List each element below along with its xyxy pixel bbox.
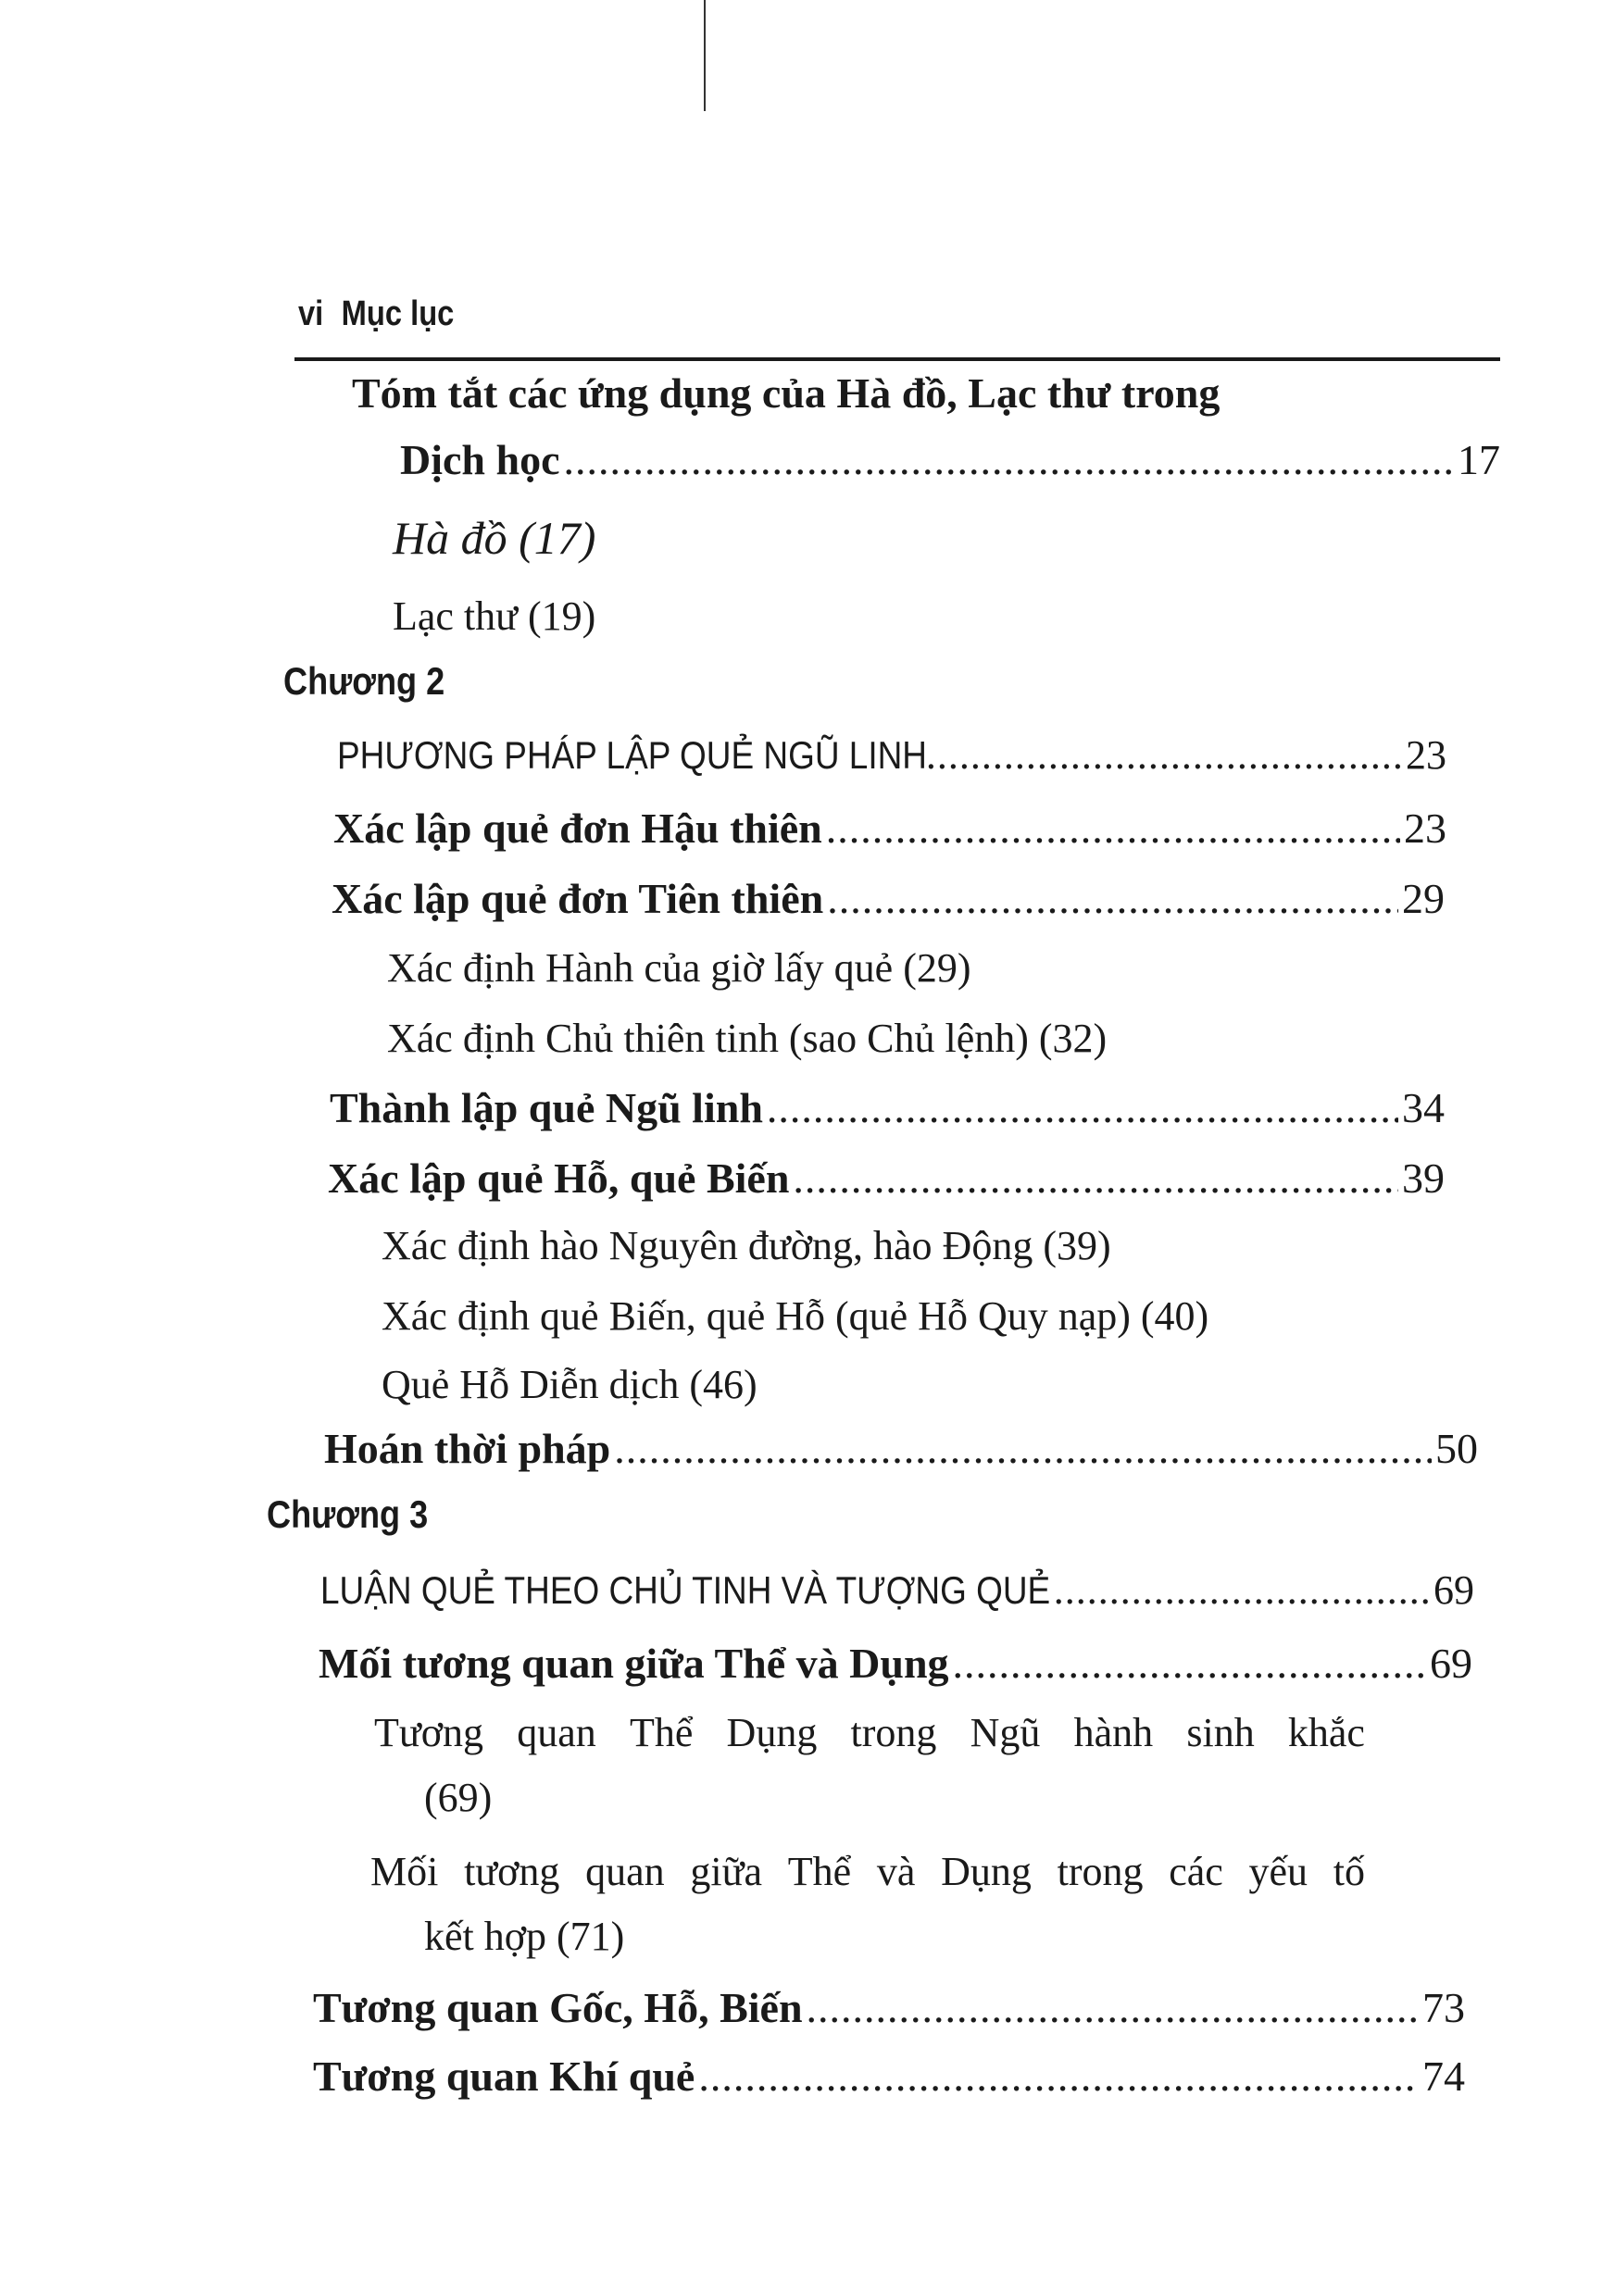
toc-entry-6 [324, 1424, 1478, 1473]
dot-leader [1054, 1566, 1430, 1614]
word: Thể [629, 1710, 694, 1755]
toc-entry-1-page: 17 [1458, 436, 1500, 483]
dot-leader [807, 1983, 1419, 2032]
toc-sub-8-line-2: (69) [424, 1775, 493, 1820]
toc-sub-5: Xác định hào Nguyên đường, hào Động (39) [382, 1223, 1111, 1268]
header-title: Mục lục [341, 294, 455, 333]
toc-entry-4-page: 34 [1402, 1084, 1445, 1131]
toc-entry-6-label: Hoán thời pháp [324, 1425, 611, 1472]
toc-entry-8-page: 73 [1422, 1984, 1465, 2031]
dot-leader [793, 1154, 1398, 1203]
word: tương [464, 1849, 560, 1894]
toc-entry-9 [313, 2052, 1465, 2101]
header-page-number: vi [298, 294, 324, 333]
word: Mối [370, 1849, 439, 1894]
toc-entry-2 [333, 804, 1446, 853]
toc-sub-3: Xác định Hành của giờ lấy quẻ (29) [387, 945, 971, 991]
chapter-3-heading: Chương 3 [267, 1492, 429, 1536]
word: giữa [690, 1849, 762, 1894]
chapter-2-title-label: PHƯƠNG PHÁP LẬP QUẺ NGŨ LINH [337, 733, 927, 777]
toc-sub-7: Quẻ Hỗ Diễn dịch (46) [382, 1362, 757, 1407]
word: hành [1073, 1710, 1154, 1755]
toc-entry-4-label: Thành lập quẻ Ngũ linh [330, 1084, 763, 1131]
toc-chapter-3-title [320, 1566, 1474, 1614]
dot-leader [926, 731, 1402, 779]
toc-sub-2: Lạc thư (19) [393, 593, 596, 639]
toc-entry-8 [313, 1983, 1465, 2032]
word: quan [585, 1849, 665, 1894]
word: Dụng [726, 1710, 818, 1755]
toc-entry-7-label: Mối tương quan giữa Thể và Dụng [319, 1640, 949, 1687]
toc-entry-3-page: 29 [1402, 875, 1445, 922]
word: Dụng [941, 1849, 1032, 1894]
chapter-2-heading: Chương 2 [283, 659, 445, 703]
chapter-2-title-page: 23 [1406, 732, 1446, 778]
toc-entry-9-page: 74 [1422, 2053, 1465, 2100]
toc-entry-7 [319, 1639, 1472, 1688]
dot-leader [564, 435, 1455, 484]
toc-entry-9-label: Tương quan Khí quẻ [313, 2053, 695, 2100]
dot-leader [767, 1083, 1398, 1132]
toc-chapter-2-title [337, 731, 1446, 779]
word: tố [1333, 1849, 1365, 1894]
toc-sub-9-line-2: kết hợp (71) [424, 1914, 625, 1959]
word: yếu [1248, 1849, 1308, 1894]
toc-entry-1-label: Dịch học [400, 436, 560, 483]
toc-entry-6-page: 50 [1435, 1425, 1478, 1472]
word: sinh [1186, 1710, 1255, 1755]
toc-entry-3-label: Xác lập quẻ đơn Tiên thiên [332, 875, 824, 922]
dot-leader [826, 804, 1400, 853]
word: trong [1057, 1849, 1144, 1894]
word: quan [517, 1710, 596, 1755]
toc-entry-2-page: 23 [1404, 805, 1446, 852]
toc-entry-2-label: Xác lập quẻ đơn Hậu thiên [333, 805, 822, 852]
toc-entry-1-line-1 [352, 368, 1398, 418]
dot-leader [827, 874, 1398, 923]
chapter-3-title-page: 69 [1433, 1567, 1474, 1613]
word: Tương [374, 1710, 483, 1755]
word: các [1169, 1849, 1223, 1894]
toc-entry-1-first-line: Tóm tắt các ứng dụng của Hà đồ, Lạc thư trong [352, 369, 1221, 417]
dot-leader [698, 2052, 1419, 2101]
word: và [876, 1849, 916, 1894]
toc-sub-8-line-1 [374, 1709, 1365, 1756]
dot-leader [614, 1424, 1432, 1473]
toc-entry-3 [332, 874, 1445, 923]
toc-sub-9-line-1 [370, 1848, 1365, 1895]
toc-sub-4: Xác định Chủ thiên tinh (sao Chủ lệnh) (32) [387, 1016, 1108, 1061]
toc-entry-5 [328, 1154, 1445, 1203]
toc-sub-6: Xác định quẻ Biến, quẻ Hỗ (quẻ Hỗ Quy nạp) (40) [382, 1293, 1209, 1339]
toc-entry-5-page: 39 [1402, 1154, 1445, 1202]
word: Thể [787, 1849, 852, 1894]
toc-sub-1: Hà đồ (17) [393, 512, 596, 564]
word: Ngũ [970, 1710, 1041, 1755]
toc-entry-8-label: Tương quan Gốc, Hỗ, Biến [313, 1984, 803, 2031]
toc-entry-1 [400, 435, 1500, 484]
word: khắc [1287, 1710, 1365, 1755]
chapter-3-title-label: LUẬN QUẺ THEO CHỦ TINH VÀ TƯỢNG QUẺ [320, 1568, 1051, 1612]
toc-entry-7-page: 69 [1430, 1640, 1472, 1687]
dot-leader [953, 1639, 1426, 1688]
toc-entry-4 [330, 1083, 1445, 1132]
word: trong [850, 1710, 937, 1755]
toc-entry-5-label: Xác lập quẻ Hỗ, quẻ Biến [328, 1154, 790, 1202]
